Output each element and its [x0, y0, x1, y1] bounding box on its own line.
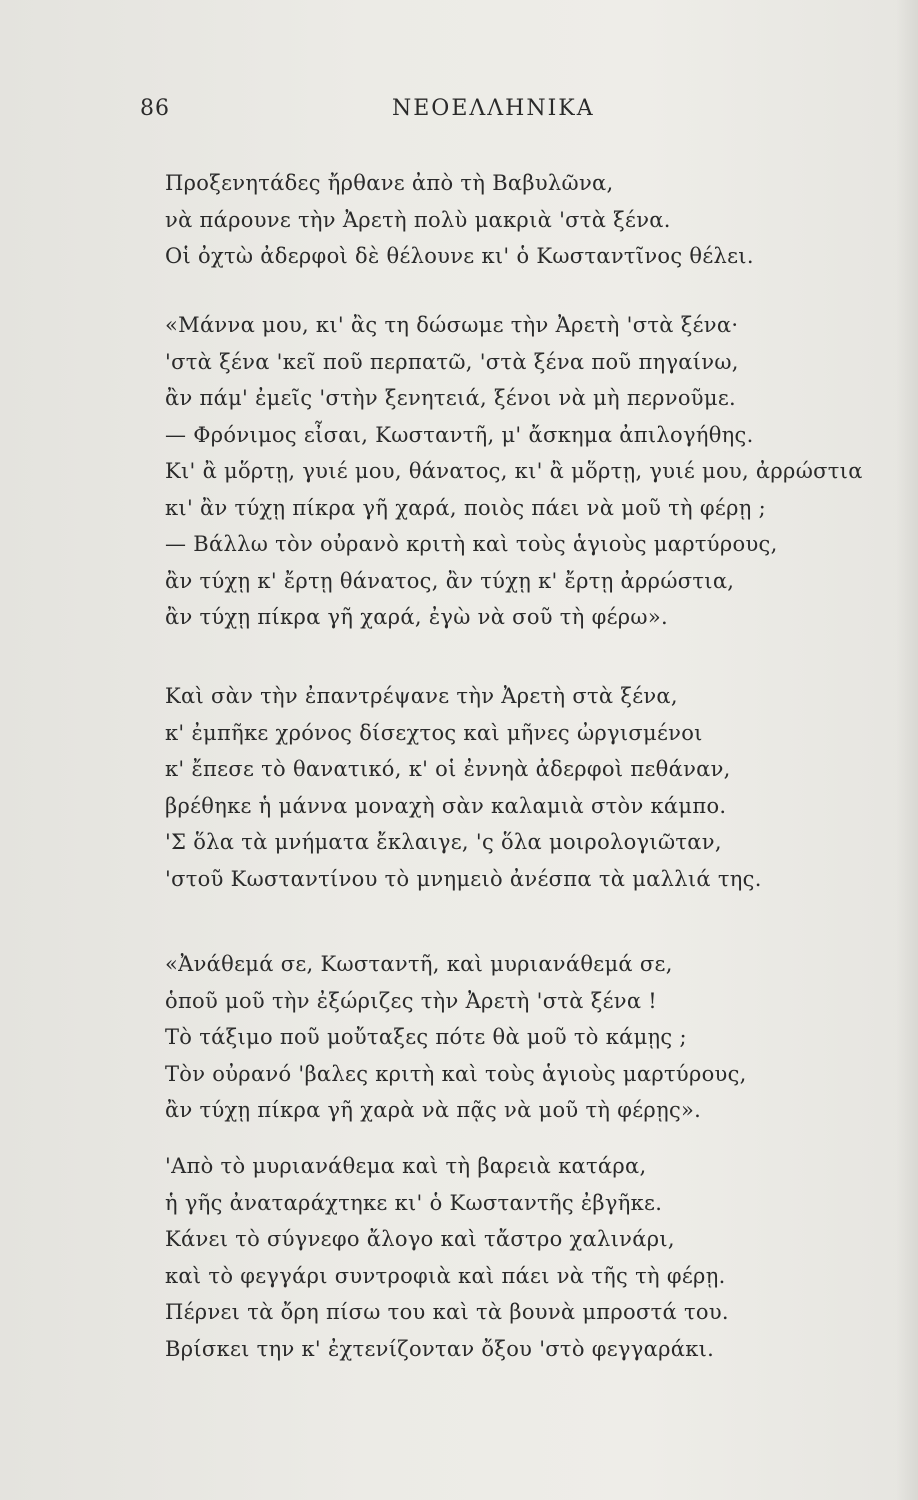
verse-line: Τὸ τάξιμο ποῦ μοὔταξες πότε θὰ μοῦ τὸ κάμῃς ;: [165, 1025, 687, 1049]
verse-line: καὶ τὸ φεγγάρι συντροφιὰ καὶ πάει νὰ τῆς τὴ φέρῃ.: [165, 1263, 726, 1288]
verse-line: ἡ γῆς ἀναταράχτηκε κι' ὁ Κωσταντῆς ἐβγῆκε.: [165, 1190, 663, 1215]
verse-line: «Μάννα μου, κι' ἂς τη δώσωμε τὴν Ἀρετὴ 'στὰ ξένα·: [165, 313, 739, 337]
verse-line: Πέρνει τὰ ὄρη πίσω του καὶ τὰ βουνὰ μπροστά του.: [165, 1300, 729, 1324]
verse-line: 'στὰ ξένα 'κεῖ ποῦ περπατῶ, 'στὰ ξένα ποῦ πηγαίνω,: [165, 349, 739, 374]
verse-line: κ' ἔπεσε τὸ θανατικό, κ' οἱ ἐννηὰ ἀδερφοὶ πεθάναν,: [165, 757, 731, 781]
verse-line: βρέθηκε ἡ μάννα μοναχὴ σὰν καλαμιὰ στὸν κάμπο.: [165, 793, 727, 818]
verse-line: ἂν τύχῃ πίκρα γῆ χαρὰ νὰ πᾷς νὰ μοῦ τὴ φέρῃς».: [165, 1098, 702, 1122]
stanza: [165, 946, 885, 1129]
stanza: [165, 678, 885, 897]
verse-line: Κι' ἂ μὅρτῃ, γυιέ μου, θάνατος, κι' ἂ μὅρτῃ, γυιέ μου, ἀρρώστια: [165, 459, 863, 483]
verse-line: «Ἀνάθεμά σε, Κωσταντῆ, καὶ μυριανάθεμά σε,: [165, 952, 673, 976]
verse-line: ἂν τύχῃ πίκρα γῆ χαρά, ἐγὼ νὰ σοῦ τὴ φέρω».: [165, 605, 668, 629]
page-edge-shadow: [896, 0, 918, 1500]
verse-line: Κάνει τὸ σύγνεφο ἄλογο καὶ τἄστρο χαλινάρι,: [165, 1227, 675, 1251]
verse-line: κι' ἂν τύχῃ πίκρα γῆ χαρά, ποιὸς πάει νὰ μοῦ τὴ φέρῃ ;: [165, 495, 766, 520]
verse-line: — Φρόνιμος εἶσαι, Κωσταντῆ, μ' ἄσκημα ἀπιλογήθης.: [165, 422, 754, 447]
verse-line: Τὸν οὐρανό 'βαλες κριτὴ καὶ τοὺς ἁγιοὺς μαρτύρους,: [165, 1061, 747, 1086]
verse-line: κ' ἐμπῆκε χρόνος δίσεχτος καὶ μῆνες ὠργισμένοι: [165, 720, 703, 745]
verse-line: ἂν πάμ' ἐμεῖς 'στὴν ξενητειά, ξένοι νὰ μὴ περνοῦμε.: [165, 386, 736, 410]
stanza: [165, 165, 885, 275]
verse-line: Βρίσκει την κ' ἐχτενίζονταν ὄξου 'στὸ φεγγαράκι.: [165, 1336, 715, 1361]
verse-line: Οἱ ὀχτὼ ἀδερφοὶ δὲ θέλουνε κι' ὁ Κωσταντῖνος θέλει.: [165, 244, 754, 268]
verse-line: ἂν τύχῃ κ' ἔρτῃ θάνατος, ἂν τύχῃ κ' ἔρτῃ ἀρρώστια,: [165, 568, 735, 593]
stanza: [165, 1148, 885, 1367]
verse-line: ὁποῦ μοῦ τὴν ἐξώριζες τὴν Ἀρετὴ 'στὰ ξένα !: [165, 988, 658, 1013]
verse-line: 'στοῦ Κωσταντίνου τὸ μνημειὸ ἀνέσπα τὰ μαλλιά της.: [165, 866, 762, 891]
running-head: ΝΕΟΕΛΛΗΝΙΚΑ: [392, 96, 595, 121]
page-header: [140, 96, 780, 132]
page-number: 86: [140, 96, 170, 121]
verse-line: 'Απὸ τὸ μυριανάθεμα καὶ τὴ βαρειὰ κατάρα,: [165, 1154, 647, 1178]
verse-line: — Βάλλω τὸν οὐρανὸ κριτὴ καὶ τοὺς ἁγιοὺς μαρτύρους,: [165, 532, 778, 556]
stanza: [165, 307, 885, 636]
verse-line: Καὶ σὰν τὴν ἐπαντρέψανε τὴν Ἀρετὴ στὰ ξένα,: [165, 684, 678, 708]
verse-line: Προξενητάδες ἤρθανε ἀπὸ τὴ Βαβυλῶνα,: [165, 171, 614, 195]
verse-line: νὰ πάρουνε τὴν Ἀρετὴ πολὺ μακριὰ 'στὰ ξένα.: [165, 207, 671, 232]
verse-line: 'Σ ὅλα τὰ μνήματα ἔκλαιγε, 'ς ὅλα μοιρολογιῶταν,: [165, 830, 722, 854]
